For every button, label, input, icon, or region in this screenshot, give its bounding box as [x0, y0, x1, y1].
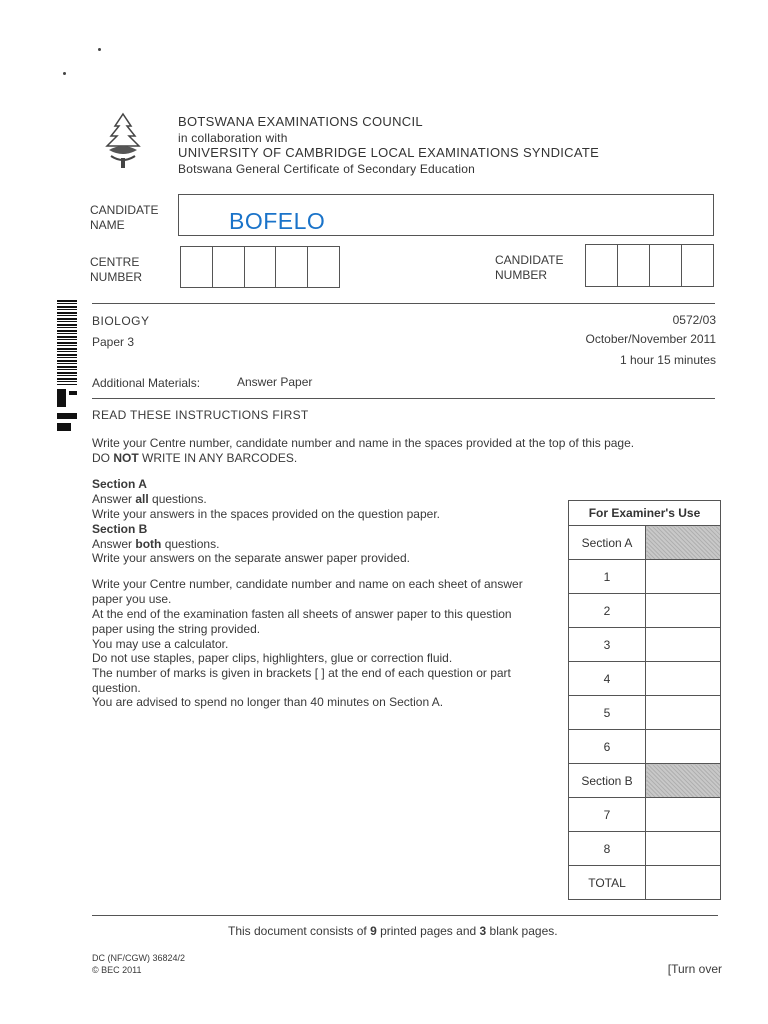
paper-number: Paper 3	[92, 335, 135, 349]
instruction-line: paper using the string provided.	[92, 622, 261, 636]
instruction-line: At the end of the examination fasten all sheets of answer paper to this question	[92, 607, 512, 621]
instruction-line: Write your answers in the spaces provided on the question paper.	[92, 507, 440, 521]
copyright: © BEC 2011	[92, 965, 142, 975]
candidate-number-field[interactable]	[585, 244, 714, 287]
candidate-number-label: CANDIDATE NUMBER	[495, 253, 564, 282]
mark-cell[interactable]	[646, 594, 721, 628]
mark-cell[interactable]	[646, 866, 721, 900]
exam-session: October/November 2011	[585, 332, 716, 346]
shaded-cell	[646, 764, 721, 798]
divider	[92, 303, 715, 304]
instruction-line: paper you use.	[92, 592, 172, 606]
subject: BIOLOGY	[92, 314, 150, 328]
candidate-name-value: BOFELO	[229, 208, 326, 234]
table-row: Section B	[569, 764, 721, 798]
materials-label: Additional Materials:	[92, 376, 201, 390]
centre-number-field[interactable]	[180, 246, 340, 288]
table-row: 6	[569, 730, 721, 764]
syllabus-code: 0572/03	[672, 313, 716, 327]
mark-cell[interactable]	[646, 696, 721, 730]
section-b-heading: Section B	[92, 522, 148, 536]
instruction-line: Do not use staples, paper clips, highlighters, glue or correction fluid.	[92, 651, 453, 665]
mark-cell[interactable]	[646, 730, 721, 764]
table-row: Section A	[569, 526, 721, 560]
instruction-line: You may use a calculator.	[92, 637, 229, 651]
shaded-cell	[646, 526, 721, 560]
table-row: TOTAL	[569, 866, 721, 900]
exam-duration: 1 hour 15 minutes	[619, 353, 716, 367]
instructions-heading: READ THESE INSTRUCTIONS FIRST	[92, 408, 309, 422]
mark-cell[interactable]	[646, 628, 721, 662]
materials-value: Answer Paper	[237, 375, 313, 389]
instruction-line: Answer all questions.	[92, 492, 207, 506]
mark-cell[interactable]	[646, 832, 721, 866]
table-row: 2	[569, 594, 721, 628]
instruction-line: Write your Centre number, candidate number and name in the spaces provided at the top of this page.	[92, 436, 635, 450]
table-row: 3	[569, 628, 721, 662]
centre-number-label: CENTRE NUMBER	[90, 255, 143, 284]
mark-cell[interactable]	[646, 560, 721, 594]
divider	[92, 398, 715, 399]
table-row: 5	[569, 696, 721, 730]
instruction-line: The number of marks is given in brackets [ ] at the end of each question or part	[92, 666, 511, 680]
turn-over: [Turn over	[667, 962, 722, 976]
table-row: 4	[569, 662, 721, 696]
speck	[63, 72, 66, 75]
certificate-title: Botswana General Certificate of Secondary Education	[178, 162, 476, 176]
table-row: 8	[569, 832, 721, 866]
mark-cell[interactable]	[646, 662, 721, 696]
instruction-line: You are advised to spend no longer than 40 minutes on Section A.	[92, 695, 444, 709]
syndicate-title: UNIVERSITY OF CAMBRIDGE LOCAL EXAMINATIONS SYNDICATE	[178, 145, 600, 160]
collaboration-text: in collaboration with	[178, 131, 288, 145]
divider	[92, 915, 718, 916]
examiner-use-table	[568, 500, 721, 900]
examiner-table-title: For Examiner's Use	[569, 501, 721, 526]
bec-logo-icon	[101, 112, 145, 170]
page-count-note: This document consists of 9 printed pages and 3 blank pages.	[228, 924, 558, 938]
document-reference: DC (NF/CGW) 36824/2	[92, 953, 186, 963]
table-row: 7	[569, 798, 721, 832]
instruction-line: question.	[92, 681, 141, 695]
barcode-mark	[57, 385, 77, 433]
instruction-line: Write your Centre number, candidate number and name on each sheet of answer	[92, 577, 523, 591]
candidate-name-label: CANDIDATE NAME	[90, 203, 159, 232]
instruction-line: Write your answers on the separate answer paper provided.	[92, 551, 410, 565]
instruction-line: Answer both questions.	[92, 537, 220, 551]
section-a-heading: Section A	[92, 477, 147, 491]
instruction-line: DO NOT WRITE IN ANY BARCODES.	[92, 451, 298, 465]
table-row: 1	[569, 560, 721, 594]
council-title: BOTSWANA EXAMINATIONS COUNCIL	[178, 114, 423, 129]
speck	[98, 48, 101, 51]
mark-cell[interactable]	[646, 798, 721, 832]
